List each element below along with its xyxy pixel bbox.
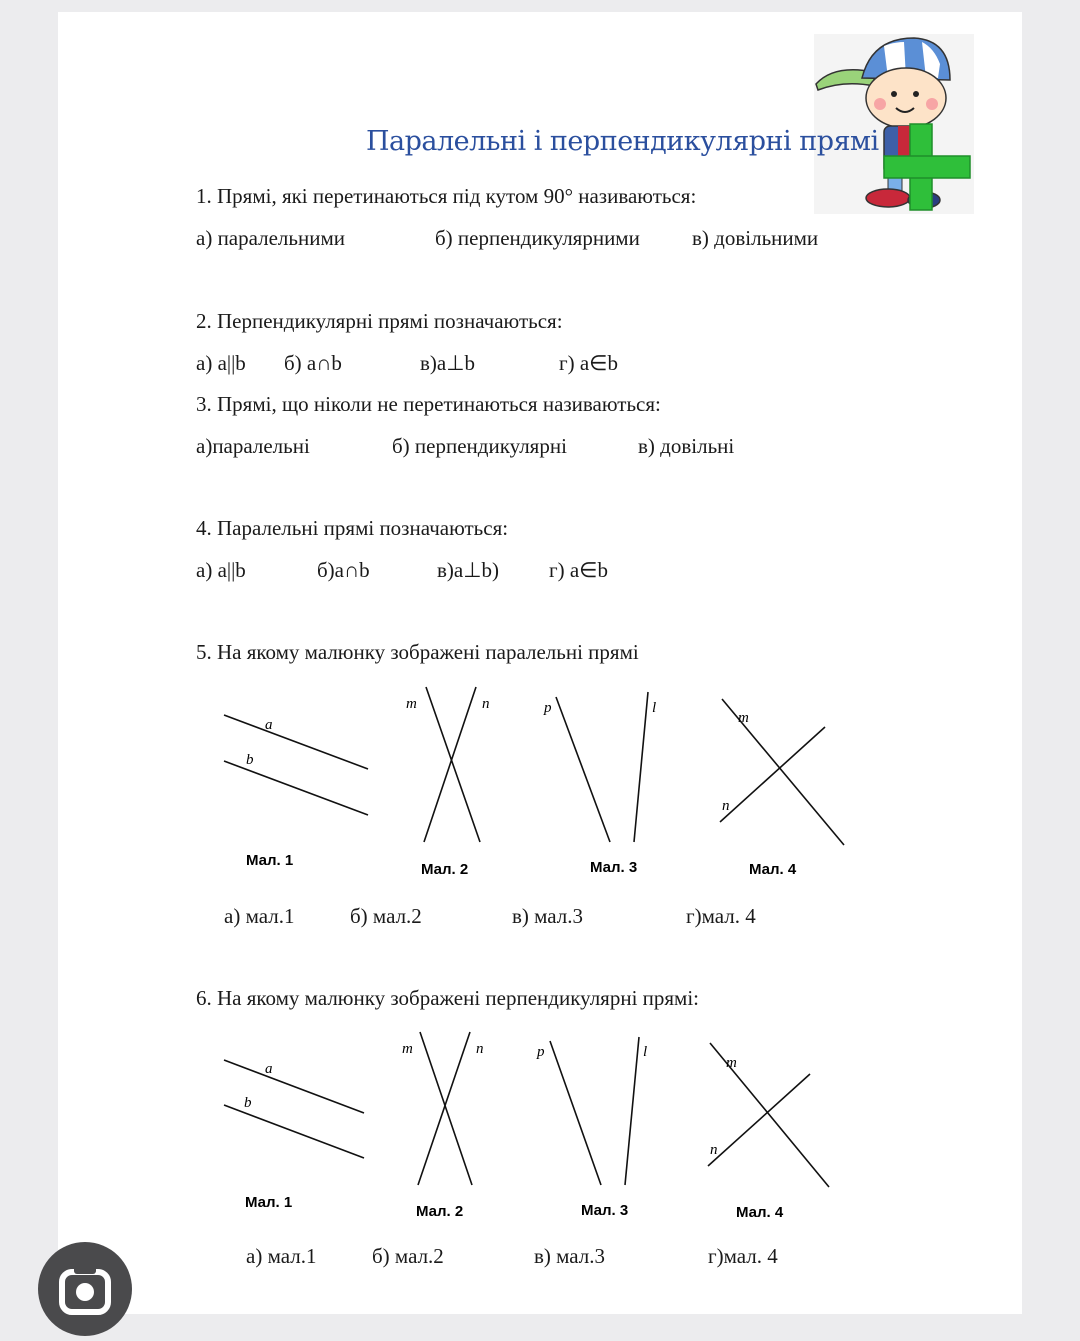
q6-fig4-label-n: n [710,1142,718,1158]
question-1: 1. Прямі, які перетинаються під кутом 90° називаються: [196,184,697,208]
q6-fig1-label-a: a [265,1061,273,1077]
q2-option-b: б) a∩b [284,351,342,375]
q1-option-c: в) довільними [692,226,819,250]
q6-fig2-label-m: m [402,1041,413,1057]
worksheet-page [58,12,1022,1314]
q6-figure-2 [402,1032,484,1220]
q6-option-a: а) мал.1 [246,1244,317,1268]
q6-fig3-caption: Мал. 3 [581,1202,629,1219]
question-6: 6. На якому малюнку зображені перпендикулярні прямі: [196,986,700,1010]
q5-figure-1 [224,715,368,869]
question-5: 5. На якому малюнку зображені паралельні прямі [196,640,639,664]
q6-figure-4 [708,1043,829,1221]
q6-fig3-label-p: p [537,1044,545,1060]
q5-fig1-label-a: a [265,717,273,733]
q5-figure-2 [406,687,490,878]
q4-option-a: а) a||b [196,558,246,582]
q1-option-b: б) перпендикулярними [435,226,640,250]
q5-fig3-label-l: l [652,700,657,716]
q6-figures [58,1027,1022,1247]
q6-figure-3 [536,1037,647,1219]
q6-figure-1 [224,1060,364,1211]
lens-camera-icon [38,1242,132,1336]
lens-search-button[interactable] [38,1242,132,1336]
q2-option-a: а) a||b [196,351,246,375]
boy-mascot-icon [814,34,974,214]
q5-fig4-label-n: n [722,798,730,814]
q6-fig2-caption: Мал. 2 [416,1203,464,1220]
page-title: Паралельні і перпендикулярні прямі [366,126,879,157]
q5-fig4-label-m: m [738,710,749,726]
q6-fig1-caption: Мал. 1 [245,1194,293,1211]
q5-figure-3 [543,692,656,876]
q3-option-a: а)паралельні [196,434,310,458]
q5-option-d: г)мал. 4 [686,904,756,928]
q5-option-b: б) мал.2 [350,904,422,928]
q4-option-c: в)a⊥b) [437,558,500,582]
q3-option-b: б) перпендикулярні [392,434,567,458]
question-3: 3. Прямі, що ніколи не перетинаються називаються: [196,392,661,416]
q6-fig2-label-n: n [476,1041,484,1057]
q5-figure-4 [720,699,844,878]
q2-option-d: г) a∈b [559,351,618,375]
q5-fig1-caption: Мал. 1 [246,852,294,869]
q5-fig2-caption: Мал. 2 [421,861,469,878]
q6-option-d: г)мал. 4 [708,1244,778,1268]
question-4: 4. Паралельні прямі позначаються: [196,516,509,540]
question-2: 2. Перпендикулярні прямі позначаються: [196,309,563,333]
q5-option-a: а) мал.1 [224,904,295,928]
q5-option-c: в) мал.3 [512,904,584,928]
q1-option-a: а) паралельними [196,226,345,250]
q6-option-b: б) мал.2 [372,1244,444,1268]
q5-fig3-caption: Мал. 3 [590,859,638,876]
q5-figures [58,682,1022,902]
q4-option-d: г) a∈b [549,558,608,582]
q4-option-b: б)a∩b [317,558,370,582]
q5-fig1-label-b: b [246,752,254,768]
q5-fig2-label-m: m [406,696,417,712]
q3-option-c: в) довільні [638,434,735,458]
q6-option-c: в) мал.3 [534,1244,606,1268]
q6-fig4-caption: Мал. 4 [736,1204,784,1221]
q2-option-c: в)a⊥b [420,351,476,375]
q5-fig3-label-p: p [544,700,552,716]
q6-fig3-label-l: l [643,1044,648,1060]
q5-fig4-caption: Мал. 4 [749,861,797,878]
q6-fig4-label-m: m [726,1055,737,1071]
q6-fig1-label-b: b [244,1095,252,1111]
q5-fig2-label-n: n [482,696,490,712]
